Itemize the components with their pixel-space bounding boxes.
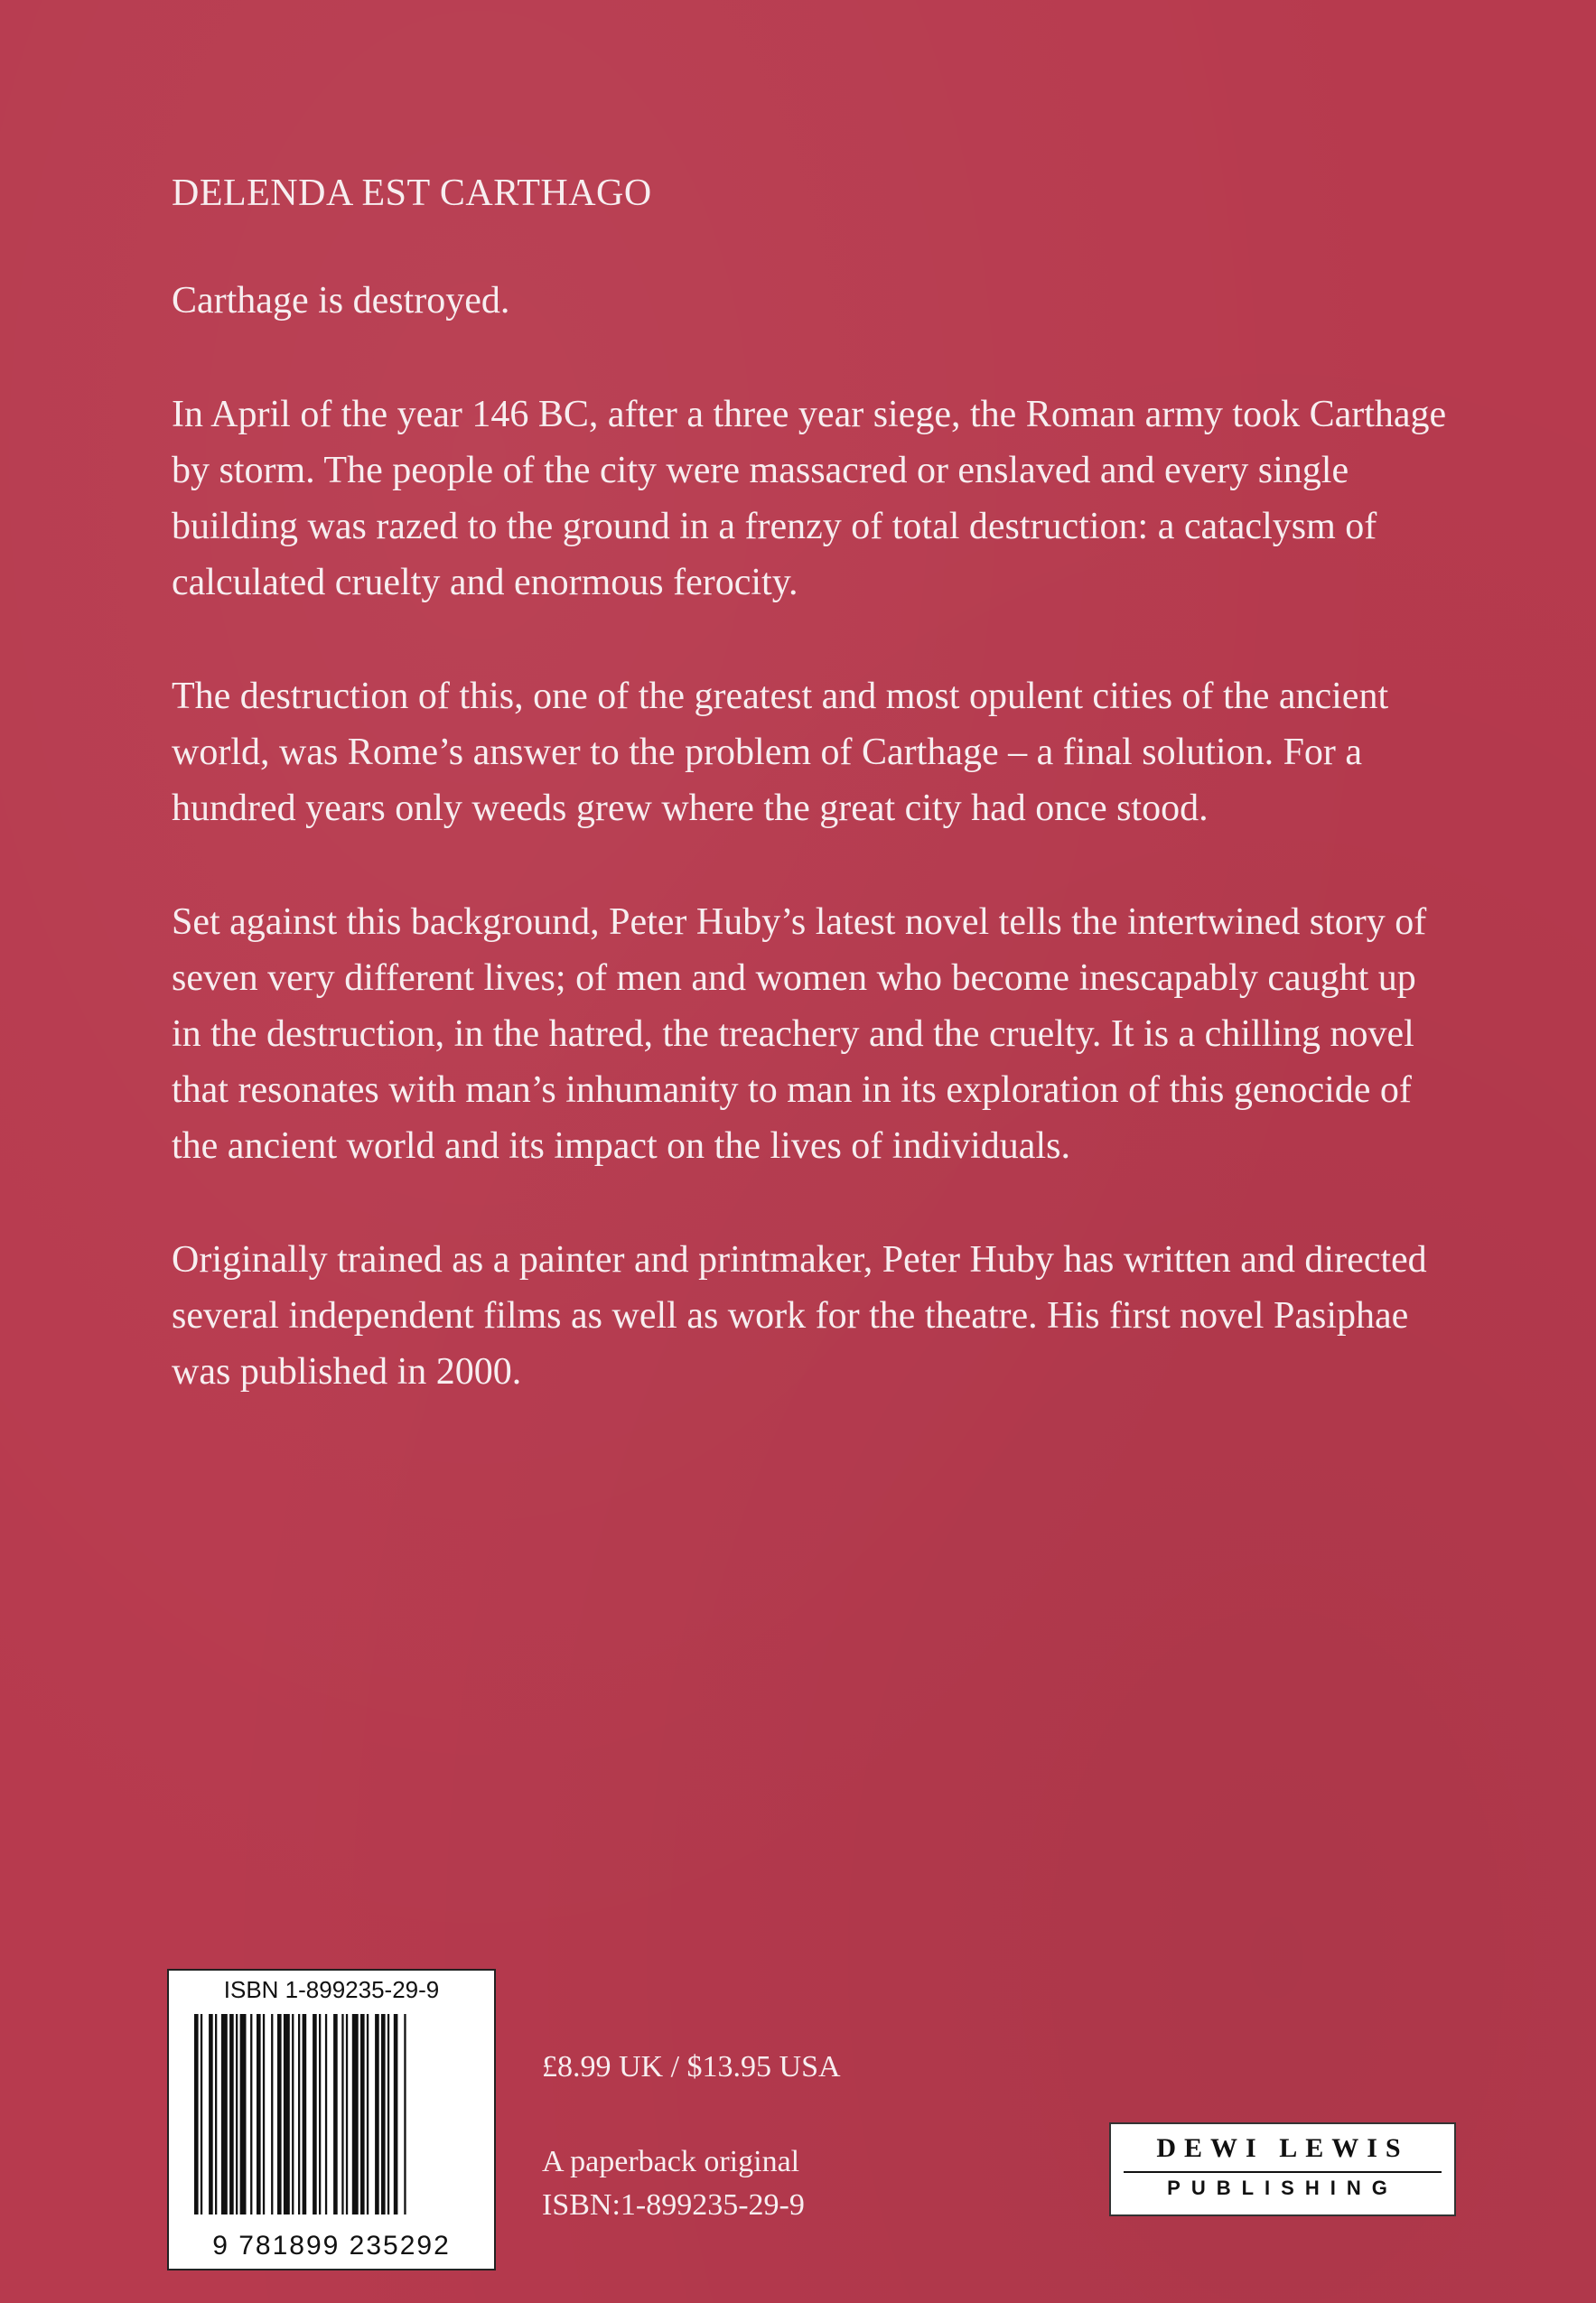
barcode-isbn-label: ISBN 1-899235-29-9 — [223, 1976, 440, 2003]
author-bio: Originally trained as a painter and printmaker, Peter Huby has written and directed several independent films as well as work for the theatre. His first novel Pasiphae was published in 2000. — [172, 1239, 1427, 1393]
publisher-name: DEWI LEWIS — [1156, 2133, 1409, 2163]
price: £8.99 UK / $13.95 USA — [542, 2050, 841, 2084]
edition-line: A paperback original — [542, 2145, 800, 2178]
blurb-paragraph: In April of the year 146 BC, after a three year siege, the Roman army took Carthage by storm. The people of the city were massacred or enslaved and every single building was razed to the ground in a frenzy of total destruction: a cataclysm of calculated cruelty and enormous ferocity. — [172, 394, 1447, 603]
barcode — [167, 1969, 496, 2270]
publisher-sub: PUBLISHING — [1167, 2177, 1398, 2199]
blurb — [172, 172, 1454, 1458]
blurb-paragraph: Carthage is destroyed. — [172, 280, 510, 322]
barcode-bars-icon — [194, 2014, 474, 2214]
barcode-digits: 9 781899 235292 — [212, 2231, 451, 2261]
publisher-logo — [1109, 2122, 1456, 2216]
edition-info — [542, 2140, 805, 2227]
edition-isbn: ISBN:1-899235-29-9 — [542, 2188, 805, 2222]
blurb-paragraph: Set against this background, Peter Huby’s latest novel tells the intertwined story of seven very different lives; of men and women who become inescapably caught up in the destruction, in the hatred, the treachery and the cruelty. It is a chilling novel that resonates with man’s inhumanity to man in its exploration of this genocide of the ancient world and its impact on the lives of individuals. — [172, 901, 1427, 1167]
blurb-paragraph: The destruction of this, one of the greatest and most opulent cities of the ancient world, was Rome’s answer to the problem of Carthage – a final solution. For a hundred years only weeds grew where the great city had once stood. — [172, 676, 1389, 829]
blurb-heading: DELENDA EST CARTHAGO — [172, 172, 652, 214]
publisher-logo-rule — [1124, 2171, 1442, 2173]
